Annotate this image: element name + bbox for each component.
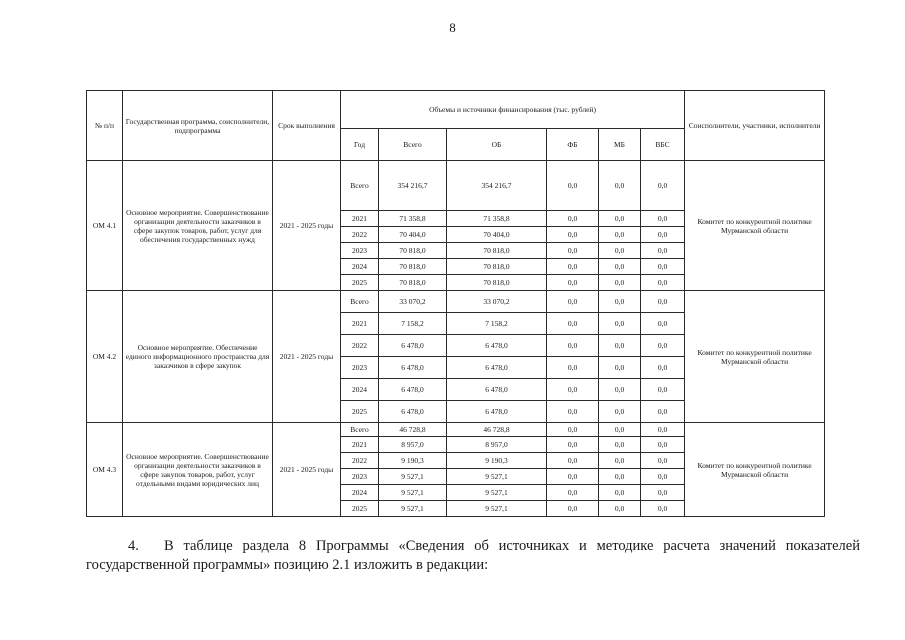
cell-mb: 0,0	[599, 291, 641, 313]
section-executor: Комитет по конкурентной политике Мурманской области	[685, 291, 825, 423]
cell-mb: 0,0	[599, 275, 641, 291]
header-vbs: ВБС	[641, 129, 685, 161]
cell-ob: 9 527,1	[447, 469, 547, 485]
cell-total: 33 070,2	[379, 291, 447, 313]
cell-fb: 0,0	[547, 227, 599, 243]
cell-ob: 354 216,7	[447, 161, 547, 211]
cell-vbs: 0,0	[641, 401, 685, 423]
cell-ob: 70 404,0	[447, 227, 547, 243]
cell-year: 2022	[341, 453, 379, 469]
cell-total: 71 358,8	[379, 211, 447, 227]
cell-fb: 0,0	[547, 437, 599, 453]
cell-total: 9 527,1	[379, 485, 447, 501]
cell-ob: 6 478,0	[447, 357, 547, 379]
header-year: Год	[341, 129, 379, 161]
cell-total: 7 158,2	[379, 313, 447, 335]
cell-total: 6 478,0	[379, 401, 447, 423]
cell-mb: 0,0	[599, 423, 641, 437]
cell-year: 2023	[341, 243, 379, 259]
paragraph-text: В таблице раздела 8 Программы «Сведения об источниках и методике расчета значений показателей государственной программы» позицию 2.1 изложить в редакции:	[86, 538, 860, 573]
cell-vbs: 0,0	[641, 161, 685, 211]
cell-vbs: 0,0	[641, 469, 685, 485]
cell-year: 2023	[341, 469, 379, 485]
section-program: Основное мероприятие. Совершенствование организации деятельности заказчиков в сфере закупок товаров, работ, услуг для обеспечения государственных нужд	[123, 161, 273, 291]
cell-fb: 0,0	[547, 453, 599, 469]
cell-fb: 0,0	[547, 423, 599, 437]
cell-ob: 9 527,1	[447, 485, 547, 501]
cell-ob: 70 818,0	[447, 243, 547, 259]
cell-ob: 8 957,0	[447, 437, 547, 453]
cell-total: 6 478,0	[379, 335, 447, 357]
cell-vbs: 0,0	[641, 211, 685, 227]
cell-mb: 0,0	[599, 211, 641, 227]
cell-fb: 0,0	[547, 485, 599, 501]
cell-mb: 0,0	[599, 259, 641, 275]
cell-mb: 0,0	[599, 243, 641, 259]
cell-mb: 0,0	[599, 501, 641, 517]
cell-year: 2021	[341, 437, 379, 453]
cell-mb: 0,0	[599, 161, 641, 211]
cell-total: 46 728,8	[379, 423, 447, 437]
cell-year: 2024	[341, 379, 379, 401]
cell-fb: 0,0	[547, 501, 599, 517]
cell-fb: 0,0	[547, 291, 599, 313]
section-term: 2021 - 2025 годы	[273, 423, 341, 517]
financing-table	[86, 90, 825, 517]
table-row	[87, 291, 825, 313]
cell-year: 2025	[341, 275, 379, 291]
cell-vbs: 0,0	[641, 335, 685, 357]
cell-fb: 0,0	[547, 259, 599, 275]
header-num: № п/п	[87, 91, 123, 161]
cell-year: 2025	[341, 401, 379, 423]
cell-mb: 0,0	[599, 485, 641, 501]
cell-year: 2024	[341, 259, 379, 275]
cell-fb: 0,0	[547, 469, 599, 485]
cell-total: 354 216,7	[379, 161, 447, 211]
cell-fb: 0,0	[547, 275, 599, 291]
cell-mb: 0,0	[599, 379, 641, 401]
cell-year: 2021	[341, 211, 379, 227]
cell-vbs: 0,0	[641, 259, 685, 275]
cell-ob: 6 478,0	[447, 379, 547, 401]
cell-mb: 0,0	[599, 335, 641, 357]
paragraph-number: 4.	[128, 538, 139, 554]
page-number: 8	[449, 20, 456, 35]
header-total: Всего	[379, 129, 447, 161]
cell-vbs: 0,0	[641, 227, 685, 243]
cell-ob: 6 478,0	[447, 335, 547, 357]
cell-ob: 6 478,0	[447, 401, 547, 423]
section-term: 2021 - 2025 годы	[273, 291, 341, 423]
cell-ob: 71 358,8	[447, 211, 547, 227]
cell-vbs: 0,0	[641, 437, 685, 453]
cell-fb: 0,0	[547, 243, 599, 259]
cell-total: 70 404,0	[379, 227, 447, 243]
cell-ob: 70 818,0	[447, 275, 547, 291]
cell-ob: 70 818,0	[447, 259, 547, 275]
cell-total: 6 478,0	[379, 379, 447, 401]
cell-total: 70 818,0	[379, 243, 447, 259]
cell-fb: 0,0	[547, 379, 599, 401]
cell-ob: 7 158,2	[447, 313, 547, 335]
cell-year: Всего	[341, 423, 379, 437]
cell-vbs: 0,0	[641, 485, 685, 501]
cell-ob: 46 728,8	[447, 423, 547, 437]
cell-total: 8 957,0	[379, 437, 447, 453]
section-executor: Комитет по конкурентной политике Мурманской области	[685, 161, 825, 291]
header-term: Срок выполнения	[273, 91, 341, 161]
cell-fb: 0,0	[547, 357, 599, 379]
cell-mb: 0,0	[599, 437, 641, 453]
cell-total: 9 190,3	[379, 453, 447, 469]
cell-year: 2025	[341, 501, 379, 517]
section-program: Основное мероприятие. Совершенствование организации деятельности заказчиков в сфере закупок товаров, работ, услуг отдельными видами юридических лиц	[123, 423, 273, 517]
cell-mb: 0,0	[599, 313, 641, 335]
cell-mb: 0,0	[599, 357, 641, 379]
cell-year: 2022	[341, 335, 379, 357]
cell-fb: 0,0	[547, 401, 599, 423]
paragraph	[86, 537, 860, 575]
header-fb: ФБ	[547, 129, 599, 161]
section-term: 2021 - 2025 годы	[273, 161, 341, 291]
cell-vbs: 0,0	[641, 453, 685, 469]
header-mb: МБ	[599, 129, 641, 161]
cell-year: Всего	[341, 291, 379, 313]
cell-fb: 0,0	[547, 211, 599, 227]
cell-vbs: 0,0	[641, 423, 685, 437]
cell-year: 2024	[341, 485, 379, 501]
cell-ob: 33 070,2	[447, 291, 547, 313]
cell-mb: 0,0	[599, 401, 641, 423]
cell-total: 9 527,1	[379, 469, 447, 485]
cell-ob: 9 527,1	[447, 501, 547, 517]
section-program: Основное мероприятие. Обеспечение единого информационного пространства для заказчиков в сфере закупок	[123, 291, 273, 423]
cell-vbs: 0,0	[641, 291, 685, 313]
table-row	[87, 423, 825, 437]
cell-year: 2022	[341, 227, 379, 243]
section-num: ОМ 4.1	[87, 161, 123, 291]
cell-fb: 0,0	[547, 161, 599, 211]
cell-vbs: 0,0	[641, 379, 685, 401]
cell-total: 9 527,1	[379, 501, 447, 517]
cell-year: Всего	[341, 161, 379, 211]
cell-vbs: 0,0	[641, 357, 685, 379]
cell-fb: 0,0	[547, 335, 599, 357]
cell-fb: 0,0	[547, 313, 599, 335]
section-executor: Комитет по конкурентной политике Мурманской области	[685, 423, 825, 517]
header-program: Государственная программа, соисполнители, подпрограмма	[123, 91, 273, 161]
cell-total: 70 818,0	[379, 275, 447, 291]
header-financing: Объемы и источники финансирования (тыс. рублей)	[341, 91, 685, 129]
cell-vbs: 0,0	[641, 501, 685, 517]
cell-ob: 9 190,3	[447, 453, 547, 469]
cell-year: 2023	[341, 357, 379, 379]
table-row	[87, 161, 825, 211]
cell-year: 2021	[341, 313, 379, 335]
cell-vbs: 0,0	[641, 313, 685, 335]
cell-total: 6 478,0	[379, 357, 447, 379]
cell-vbs: 0,0	[641, 275, 685, 291]
cell-total: 70 818,0	[379, 259, 447, 275]
cell-mb: 0,0	[599, 453, 641, 469]
section-num: ОМ 4.3	[87, 423, 123, 517]
header-ob: ОБ	[447, 129, 547, 161]
cell-vbs: 0,0	[641, 243, 685, 259]
cell-mb: 0,0	[599, 227, 641, 243]
header-executors: Соисполнители, участники, исполнители	[685, 91, 825, 161]
section-num: ОМ 4.2	[87, 291, 123, 423]
cell-mb: 0,0	[599, 469, 641, 485]
